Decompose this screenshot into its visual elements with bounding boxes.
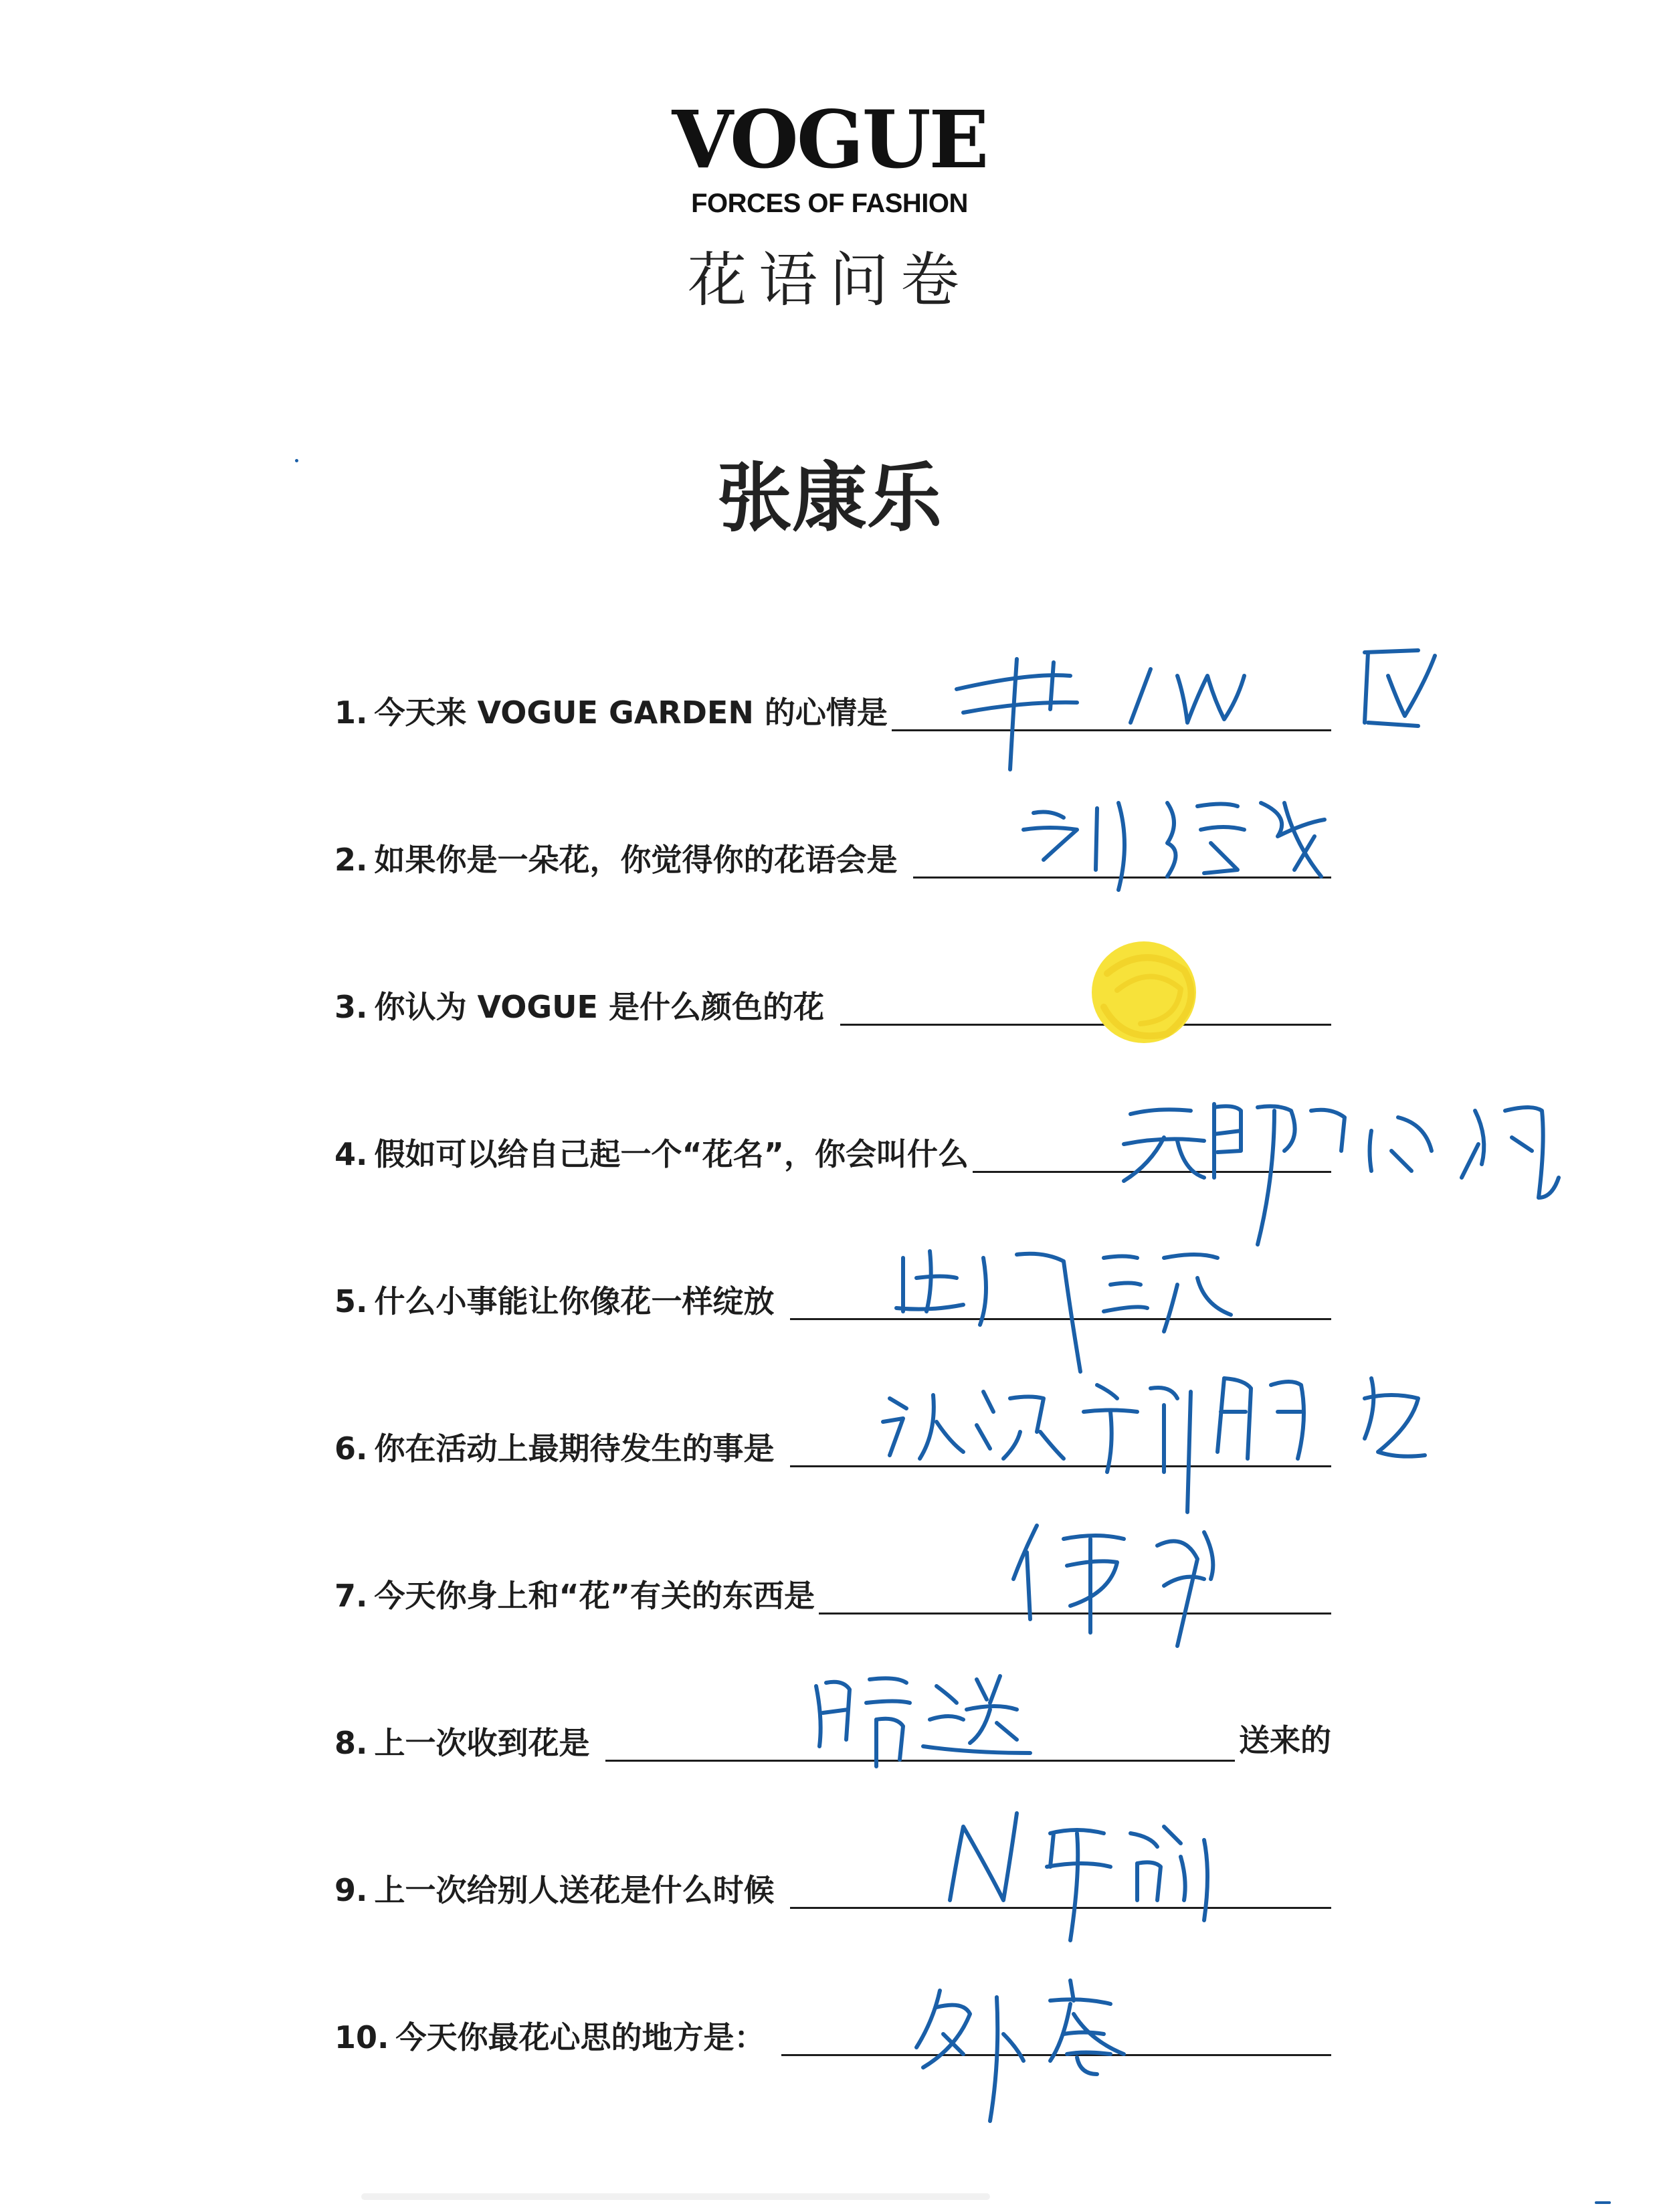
question-9 [334,1850,1331,1910]
question-text: 今天你身上和“花”有关的东西是 [374,1578,815,1615]
question-7 [334,1556,1331,1616]
question-text: 假如可以给自己起一个“花名”，你会叫什么 [374,1136,969,1173]
logo-tagline: FORCES OF FASHION [691,189,968,218]
question-text: 如果你是一朵花，你觉得你的花语会是 [374,842,898,879]
answer-line[interactable] [819,1612,1331,1615]
question-2 [334,820,1331,880]
answer-line[interactable] [790,1907,1331,1909]
question-3 [334,967,1331,1027]
question-text: 上一次给别人送花是什么时候 [374,1872,775,1909]
answer-line[interactable] [892,729,1331,731]
question-text: 今天来 VOGUE GARDEN 的心情是 [374,695,888,731]
question-4 [334,1114,1331,1174]
answer-line[interactable] [781,2054,1332,2056]
question-number: 10. [334,2019,389,2056]
question-10 [334,1997,1331,2057]
answer-line[interactable] [605,1760,1235,1762]
question-1 [334,672,1331,733]
question-suffix: 送来的 [1239,1722,1331,1758]
question-text: 什么小事能让你像花一样绽放 [374,1283,775,1320]
question-number: 2. [334,842,368,879]
page-edge-shadow [361,2193,990,2200]
ink-mark [1595,2201,1611,2204]
respondent-name: 张康乐 [717,454,942,542]
question-text: 今天你最花心思的地方是： [395,2019,765,2056]
question-number: 5. [334,1283,368,1320]
vogue-logo: VOGUE [672,93,987,186]
question-8 [334,1703,1331,1763]
question-text: 你在活动上最期待发生的事是 [374,1431,775,1467]
question-text: 你认为 VOGUE 是什么颜色的花 [374,989,824,1026]
question-number: 7. [334,1578,368,1615]
question-number: 1. [334,695,368,731]
question-number: 6. [334,1431,368,1467]
answer-line[interactable] [790,1465,1331,1467]
question-text: 上一次收到花是 [374,1725,590,1762]
question-number: 9. [334,1872,368,1909]
question-number: 3. [334,989,368,1026]
question-5 [334,1261,1331,1321]
answer-line[interactable] [913,877,1331,879]
answer-line[interactable] [790,1318,1331,1320]
questionnaire-title: 花语问卷 [687,246,971,314]
answer-line[interactable] [973,1171,1331,1173]
question-number: 8. [334,1725,368,1762]
question-number: 4. [334,1136,368,1173]
question-6 [334,1408,1331,1469]
answer-line[interactable] [840,1024,1331,1026]
